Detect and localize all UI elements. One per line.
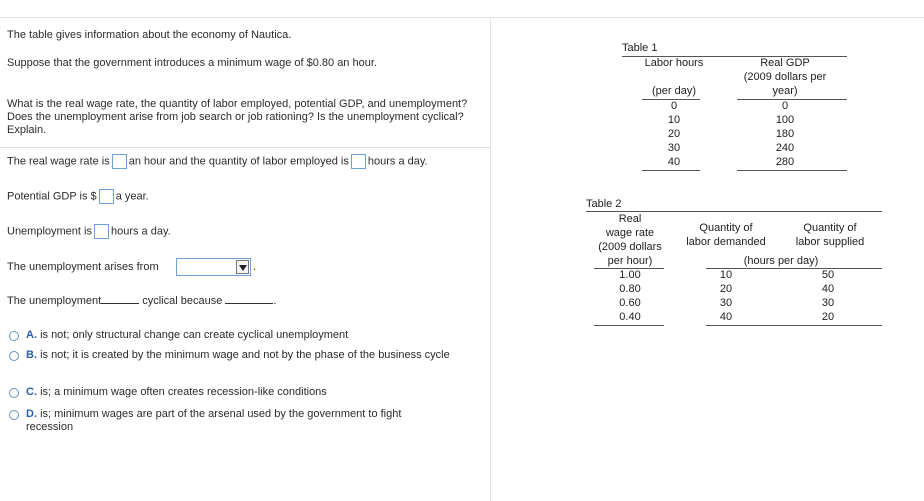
table-1-cell: 180	[775, 128, 795, 140]
table-2-cell: 40	[719, 311, 733, 323]
table-2-cell: 50	[821, 269, 835, 281]
table-2-col1-h2: wage rate	[605, 227, 655, 239]
table-1-cell: 280	[775, 156, 795, 168]
arises-dropdown[interactable]	[176, 258, 251, 276]
arises-period: .	[253, 261, 257, 273]
option-a[interactable]	[26, 329, 466, 342]
table-1-cell: 240	[775, 142, 795, 154]
table-2-col2-h1: Quantity of	[699, 222, 753, 234]
gdp-line	[7, 189, 149, 204]
chevron-down-icon	[236, 260, 249, 274]
cyclical-blank	[101, 294, 139, 304]
table-2-col3-h2: labor supplied	[795, 236, 865, 248]
table-1-col2-head2: (2009 dollars per	[743, 71, 827, 83]
option-d[interactable]	[26, 408, 446, 434]
scenario-text: Suppose that the government introduces a minimum wage of $0.80 an hour.	[7, 57, 377, 69]
table-2-cell: 20	[821, 311, 835, 323]
table-2-cell: 40	[821, 283, 835, 295]
table-1-title: Table 1	[622, 42, 658, 54]
table-2-cell: 0.80	[619, 283, 641, 295]
wage-post-label: hours a day.	[367, 155, 428, 168]
table-2-cell: 30	[821, 297, 835, 309]
table-1-col2-head1: Real GDP	[760, 57, 810, 69]
table-2-cell: 0.60	[619, 297, 641, 309]
top-divider	[0, 17, 924, 18]
wage-rate-input[interactable]	[112, 154, 127, 169]
potential-gdp-input[interactable]	[99, 189, 114, 204]
table-1-cell: 0	[670, 100, 678, 112]
table-2-col1-h4: per hour)	[607, 255, 653, 267]
table-1-cell: 40	[667, 156, 681, 168]
table-2-bottom-rule-span	[706, 325, 882, 326]
wage-pre-label: The real wage rate is	[7, 155, 110, 168]
table-1-cell: 30	[667, 142, 681, 154]
cyc-pre-label: The unemployment	[7, 295, 102, 307]
table-2-span-head: (hours per day)	[743, 255, 819, 267]
option-b-text: is not; it is created by the minimum wage and not by the phase of the business cycle	[40, 349, 450, 361]
table-2-col1-h3: (2009 dollars	[598, 241, 662, 253]
table-1-cell: 10	[667, 114, 681, 126]
intro-text: The table gives information about the economy of Nautica.	[7, 29, 292, 41]
cyc-post-label: .	[273, 295, 277, 307]
option-d-letter: D.	[26, 408, 37, 420]
table-1-bottom-rule-col1	[642, 170, 700, 171]
table-1-cell: 20	[667, 128, 681, 140]
table-2-cell: 10	[719, 269, 733, 281]
table-2	[586, 198, 886, 328]
gdp-pre-label: Potential GDP is $	[7, 190, 97, 203]
section-divider	[0, 147, 490, 148]
table-1-cell: 0	[781, 100, 789, 112]
table-2-cell: 30	[719, 297, 733, 309]
table-2-title: Table 2	[586, 198, 622, 210]
cyclical-line	[7, 294, 276, 307]
unemployment-input[interactable]	[94, 224, 109, 239]
table-1-col1-sub: (per day)	[651, 85, 697, 97]
option-d-text: is; minimum wages are part of the arsenal used by the government to fight recession	[26, 408, 402, 433]
option-b-letter: B.	[26, 349, 37, 361]
arises-label: The unemployment arises from	[7, 261, 159, 273]
option-c[interactable]	[26, 386, 466, 399]
reason-blank	[225, 294, 273, 304]
table-2-cell: 0.40	[619, 311, 641, 323]
unemp-post-label: hours a day.	[110, 225, 171, 238]
table-2-top-rule	[586, 211, 882, 212]
table-2-bottom-rule-col1	[594, 325, 664, 326]
option-d-radio[interactable]	[9, 410, 19, 420]
option-c-text: is; a minimum wage often creates recession-like conditions	[40, 386, 327, 398]
option-a-radio[interactable]	[9, 331, 19, 341]
option-c-letter: C.	[26, 386, 37, 398]
table-2-col3-h1: Quantity of	[803, 222, 857, 234]
wage-mid-label: an hour and the quantity of labor employed is	[128, 155, 349, 168]
panel-divider	[490, 18, 491, 501]
gdp-post-label: a year.	[115, 190, 149, 203]
cyc-mid-label: cyclical because	[142, 295, 223, 307]
table-2-col2-h2: labor demanded	[686, 236, 766, 248]
unemployment-line	[7, 224, 171, 239]
wage-line	[7, 154, 428, 169]
unemp-pre-label: Unemployment is	[7, 225, 92, 238]
table-1-col2-head3: year)	[772, 85, 798, 97]
labor-employed-input[interactable]	[351, 154, 366, 169]
option-b[interactable]	[26, 349, 462, 362]
table-1-cell: 100	[775, 114, 795, 126]
table-1-col1-head: Labor hours	[644, 57, 704, 69]
table-2-cell: 1.00	[619, 269, 641, 281]
option-b-radio[interactable]	[9, 351, 19, 361]
question-text: What is the real wage rate, the quantity of labor employed, potential GDP, and unemployment? Does the unemployment arise from job search or job rationing? Is the unemployment cyclical? Explain.	[7, 98, 468, 136]
table-2-col1-h1: Real	[618, 213, 642, 225]
option-a-letter: A.	[26, 329, 37, 341]
table-1	[622, 42, 852, 172]
option-c-radio[interactable]	[9, 388, 19, 398]
table-1-bottom-rule-col2	[737, 170, 847, 171]
table-2-cell: 20	[719, 283, 733, 295]
option-a-text: is not; only structural change can create cyclical unemployment	[40, 329, 349, 341]
